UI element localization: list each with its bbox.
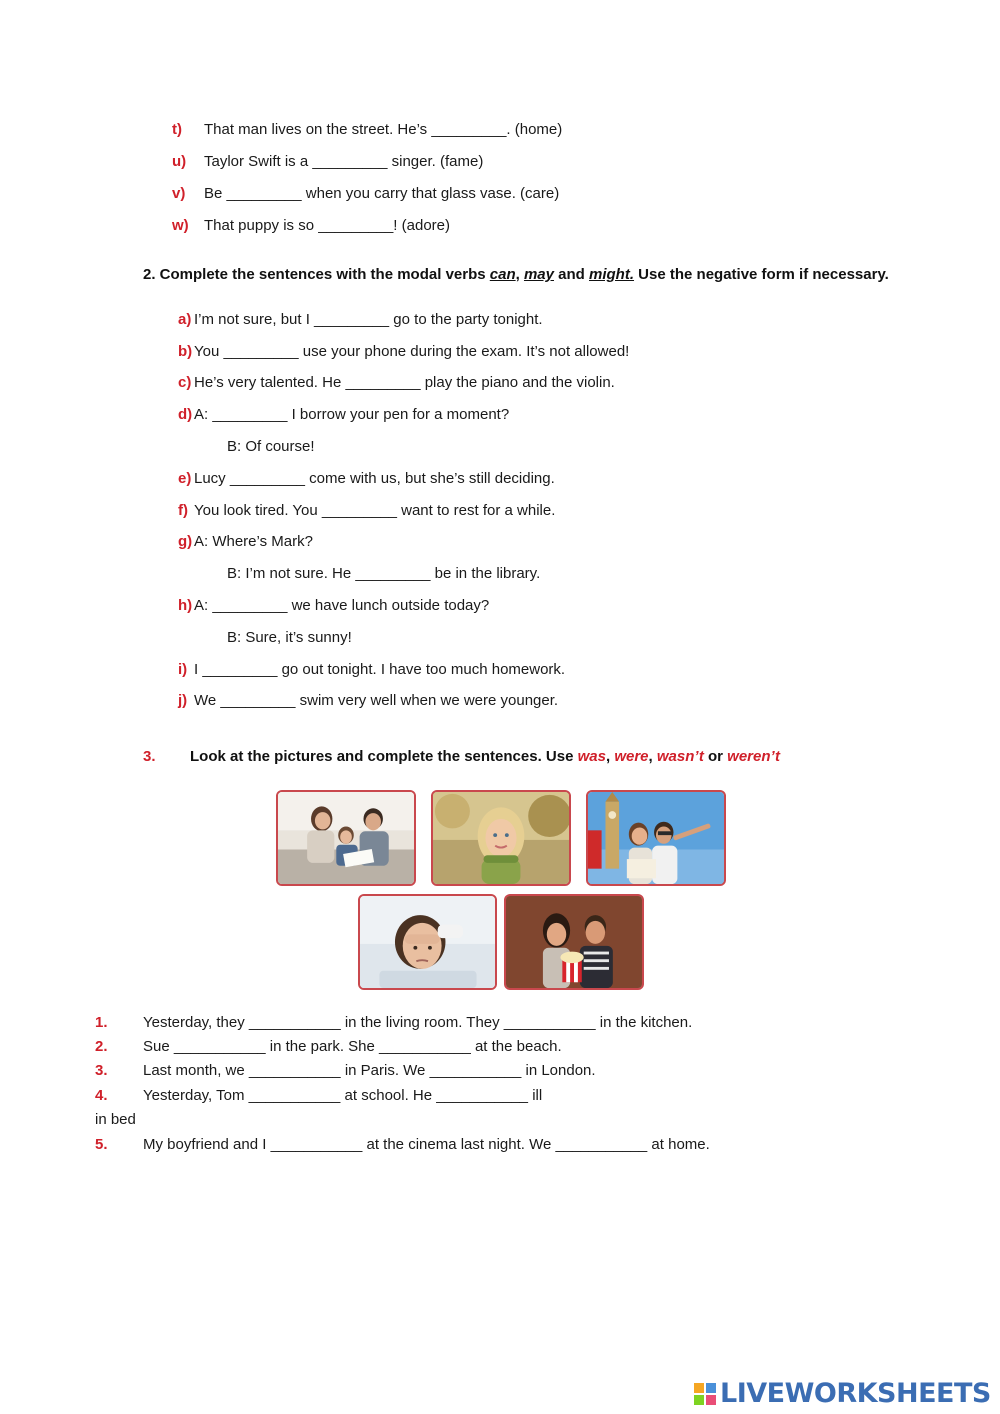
item-text: That man lives on the street. He’s _________. (home) <box>204 121 563 138</box>
list-item <box>178 533 313 550</box>
item-text: You look tired. You _________ want to rest for a while. <box>194 502 556 519</box>
modal-may: may <box>523 266 554 283</box>
item-text: You _________ use your phone during the exam. It’s not allowed! <box>194 343 630 360</box>
item-text: Taylor Swift is a _________ singer. (fame) <box>204 153 484 170</box>
item-letter: h) <box>178 597 193 614</box>
item-letter: j) <box>178 692 188 709</box>
photo-couple-london <box>586 790 726 886</box>
list-item <box>178 374 615 391</box>
item-letter: d) <box>178 406 193 423</box>
item-letter: u) <box>172 153 187 170</box>
modal-might: might. <box>589 266 635 283</box>
item-letter: f) <box>178 502 188 519</box>
word-was: was <box>577 748 606 765</box>
modal-can: can <box>489 266 516 283</box>
item-letter: b) <box>178 343 193 360</box>
list-item <box>227 438 315 455</box>
item-letter: v) <box>172 185 186 202</box>
logo-squares-icon <box>694 1383 716 1405</box>
list-item <box>178 311 543 328</box>
item-text: B: Sure, it’s sunny! <box>227 629 352 646</box>
list-item <box>227 565 540 582</box>
item-text: A: _________ I borrow your pen for a moment? <box>194 406 510 423</box>
item-text: That puppy is so _________! (adore) <box>204 217 450 234</box>
item-text: Last month, we ___________ in Paris. We ___________ in London. <box>143 1062 596 1079</box>
item-text: Sue ___________ in the park. She ___________ at the beach. <box>143 1038 562 1055</box>
item-text: My boyfriend and I ___________ at the cinema last night. We ___________ at home. <box>143 1136 710 1153</box>
list-item <box>178 470 555 487</box>
liveworksheets-logo <box>694 1378 991 1409</box>
photo-girl-park <box>431 790 571 886</box>
item-number: 2. <box>95 1038 108 1055</box>
heading-text-end: Use the negative form if necessary. <box>634 266 889 283</box>
section-2-heading <box>143 266 889 283</box>
item-text: Lucy _________ come with us, but she’s still deciding. <box>194 470 555 487</box>
photo-couple-cinema <box>504 894 644 990</box>
list-item <box>95 1087 542 1104</box>
list-item <box>172 153 483 170</box>
list-item <box>178 502 555 519</box>
item-number: 3. <box>95 1062 108 1079</box>
item-text: A: Where’s Mark? <box>194 533 313 550</box>
item-number: 4. <box>95 1087 108 1104</box>
list-item <box>178 692 558 709</box>
list-item <box>178 597 489 614</box>
heading-sep: , <box>648 748 657 765</box>
word-wasnt: wasn’t <box>656 748 704 765</box>
section-3-heading <box>143 748 780 765</box>
list-item <box>178 343 629 360</box>
list-item <box>95 1062 596 1079</box>
list-item <box>95 1136 710 1153</box>
list-item <box>172 185 559 202</box>
word-werent: weren’t <box>727 748 780 765</box>
heading-comma: , <box>515 266 524 283</box>
list-item <box>172 217 450 234</box>
item-text: B: I’m not sure. He _________ be in the library. <box>227 565 541 582</box>
item-number: 5. <box>95 1136 108 1153</box>
heading-text: Look at the pictures and complete the sentences. Use <box>190 748 578 765</box>
item-letter: t) <box>172 121 182 138</box>
logo-text: LIVEWORKSHEETS <box>720 1378 991 1409</box>
item-letter: i) <box>178 661 188 678</box>
list-item <box>95 1014 692 1031</box>
list-item <box>178 406 509 423</box>
list-item <box>95 1038 562 1055</box>
item-letter: c) <box>178 374 192 391</box>
list-item <box>178 661 565 678</box>
item-letter: w) <box>172 217 189 234</box>
item-text: B: Of course! <box>227 438 315 455</box>
heading-or: or <box>703 748 728 765</box>
item-text: Yesterday, they ___________ in the living room. They ___________ in the kitchen. <box>143 1014 693 1031</box>
heading-sep: , <box>605 748 615 765</box>
list-item <box>227 629 352 646</box>
photo-family-reading <box>276 790 416 886</box>
item-text: We _________ swim very well when we were younger. <box>194 692 559 709</box>
item-number: 1. <box>95 1014 108 1031</box>
section-number: 3. <box>143 748 156 765</box>
photo-sick-boy <box>358 894 497 990</box>
item-text: I _________ go out tonight. I have too much homework. <box>194 661 566 678</box>
item-letter: g) <box>178 533 193 550</box>
item-text: I’m not sure, but I _________ go to the party tonight. <box>194 311 543 328</box>
item-text: in bed <box>95 1111 136 1128</box>
item-letter: e) <box>178 470 192 487</box>
word-were: were <box>614 748 649 765</box>
item-letter: a) <box>178 311 192 328</box>
heading-text: 2. Complete the sentences with the modal verbs <box>143 266 490 283</box>
item-text: He’s very talented. He _________ play the piano and the violin. <box>194 374 615 391</box>
heading-and: and <box>554 266 590 283</box>
list-item <box>172 121 562 138</box>
item-text: Be _________ when you carry that glass vase. (care) <box>204 185 560 202</box>
list-item <box>95 1111 136 1128</box>
item-text: Yesterday, Tom ___________ at school. He ___________ ill <box>143 1087 543 1104</box>
item-text: A: _________ we have lunch outside today? <box>194 597 490 614</box>
